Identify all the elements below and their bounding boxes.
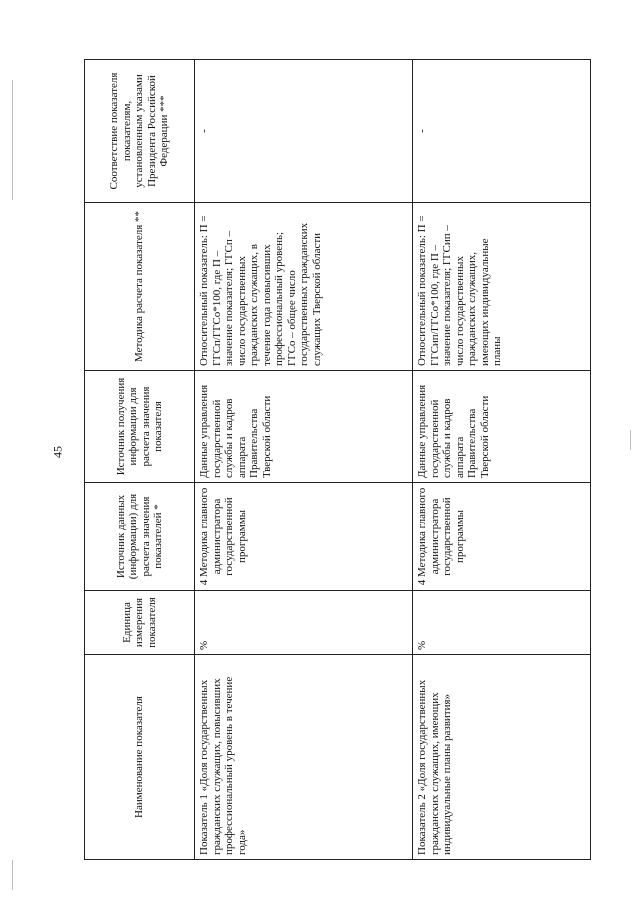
header-unit: Единица измерения показателя [85, 591, 195, 655]
row2-decree: - [413, 60, 591, 203]
scan-edge-mark [12, 80, 13, 200]
row1-source-info: Данные управления государственной службы и кадров аппарата Правительства Тверской области [195, 371, 413, 483]
row1-source-data: 4 Методика главного администратора государственной программы [195, 483, 413, 591]
row2-name: Показатель 2 «Доля государственных гражданских служащих, имеющих индивидуальные планы развития» [413, 655, 591, 860]
row1-name: Показатель 1 «Доля государственных гражданских служащих, повысивших профессиональный уровень в течение года» [195, 655, 413, 860]
header-source-info: Источник получения информации для расчета значения показателя [85, 371, 195, 483]
row2-source-info: Данные управления государственной службы и кадров аппарата Правительства Тверской области [413, 371, 591, 483]
row2-method: Относительный показатель: П = ГГСип/ГГСо*100, где П – значение показателя; ГГСип – число государственных гражданских служащих, имеющих индивидуальные планы [413, 203, 591, 371]
table-row [413, 60, 591, 860]
header-method: Методика расчета показателя ** [85, 203, 195, 371]
table-header-row [85, 60, 195, 860]
indicators-table [84, 59, 591, 860]
row1-method: Относительный показатель: П = ГГСп/ГГСо*100, где П – значение показателя; ГГСп – число государственных гражданских служащих, в течение года повысивших профессиональный уровень; ГГСо – общее число государственных гражданских служащих Тверской области [195, 203, 413, 371]
header-name: Наименование показателя [85, 655, 195, 860]
header-source-data: Источник данных (информации) для расчета значения показателей * [85, 483, 195, 591]
row2-source-data: 4 Методика главного администратора государственной программы [413, 483, 591, 591]
scan-edge-mark [630, 430, 631, 450]
header-decree: Соответствие показателя показателям, установленным указами Президента Российской Федерации *** [85, 60, 195, 203]
row2-unit: % [413, 591, 591, 655]
table-row [195, 60, 413, 860]
row1-unit: % [195, 591, 413, 655]
rotated-table-container [84, 60, 590, 860]
scan-edge-mark [12, 860, 13, 890]
page-number: 45 [50, 446, 65, 458]
row1-decree: - [195, 60, 413, 203]
